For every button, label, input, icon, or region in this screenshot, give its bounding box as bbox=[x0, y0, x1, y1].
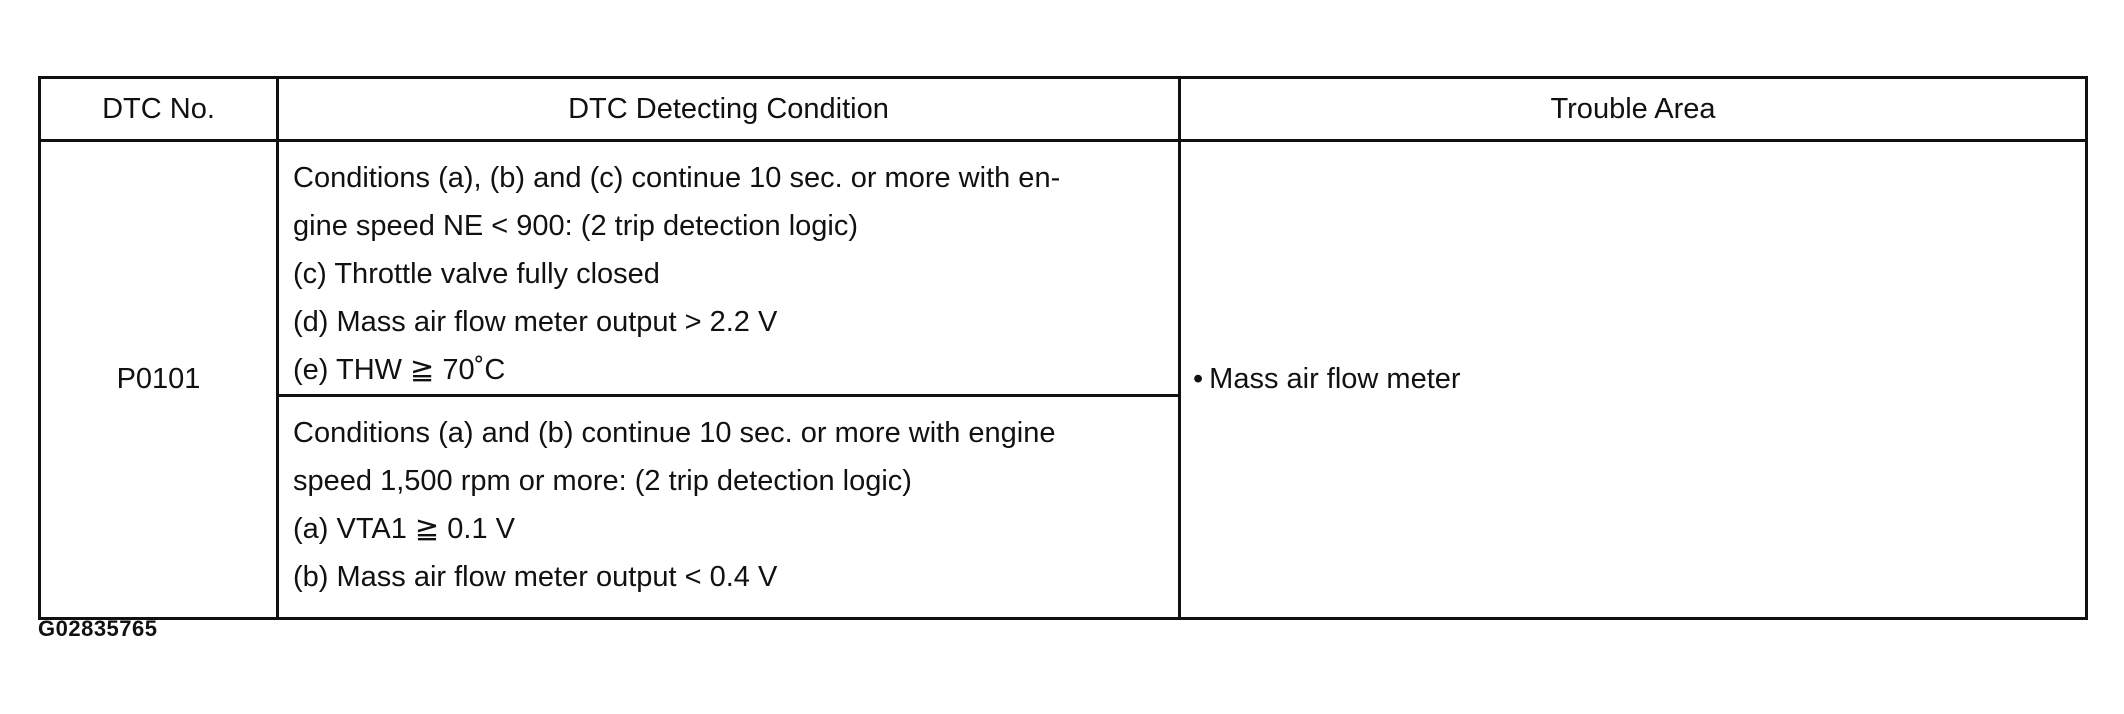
table-header-row bbox=[40, 78, 2087, 141]
condition-line: (c) Throttle valve fully closed bbox=[293, 258, 660, 290]
dtc-table bbox=[38, 76, 2088, 620]
condition-line: speed 1,500 rpm or more: (2 trip detection logic) bbox=[293, 465, 912, 497]
condition-line: (b) Mass air flow meter output < 0.4 V bbox=[293, 561, 778, 593]
condition-block-1 bbox=[278, 141, 1180, 396]
table-row bbox=[40, 141, 2087, 396]
trouble-area-cell bbox=[1180, 141, 2087, 619]
header-dtc-no: DTC No. bbox=[40, 78, 278, 141]
condition-line: (e) THW ≧ 70˚C bbox=[293, 354, 506, 386]
trouble-area-text: Mass air flow meter bbox=[1209, 363, 1461, 395]
bullet-icon: • bbox=[1193, 363, 1204, 395]
condition-line: gine speed NE < 900: (2 trip detection logic) bbox=[293, 210, 859, 242]
header-trouble-area: Trouble Area bbox=[1180, 78, 2087, 141]
figure-id: G02835765 bbox=[38, 616, 158, 641]
condition-line: (a) VTA1 ≧ 0.1 V bbox=[293, 513, 516, 545]
dtc-code-cell: P0101 bbox=[40, 141, 278, 619]
condition-line: Conditions (a), (b) and (c) continue 10 sec. or more with en- bbox=[293, 162, 1061, 194]
condition-line: (d) Mass air flow meter output > 2.2 V bbox=[293, 306, 778, 338]
condition-block-2 bbox=[278, 396, 1180, 619]
condition-line: Conditions (a) and (b) continue 10 sec. or more with engine bbox=[293, 417, 1056, 449]
header-detecting-condition: DTC Detecting Condition bbox=[278, 78, 1180, 141]
